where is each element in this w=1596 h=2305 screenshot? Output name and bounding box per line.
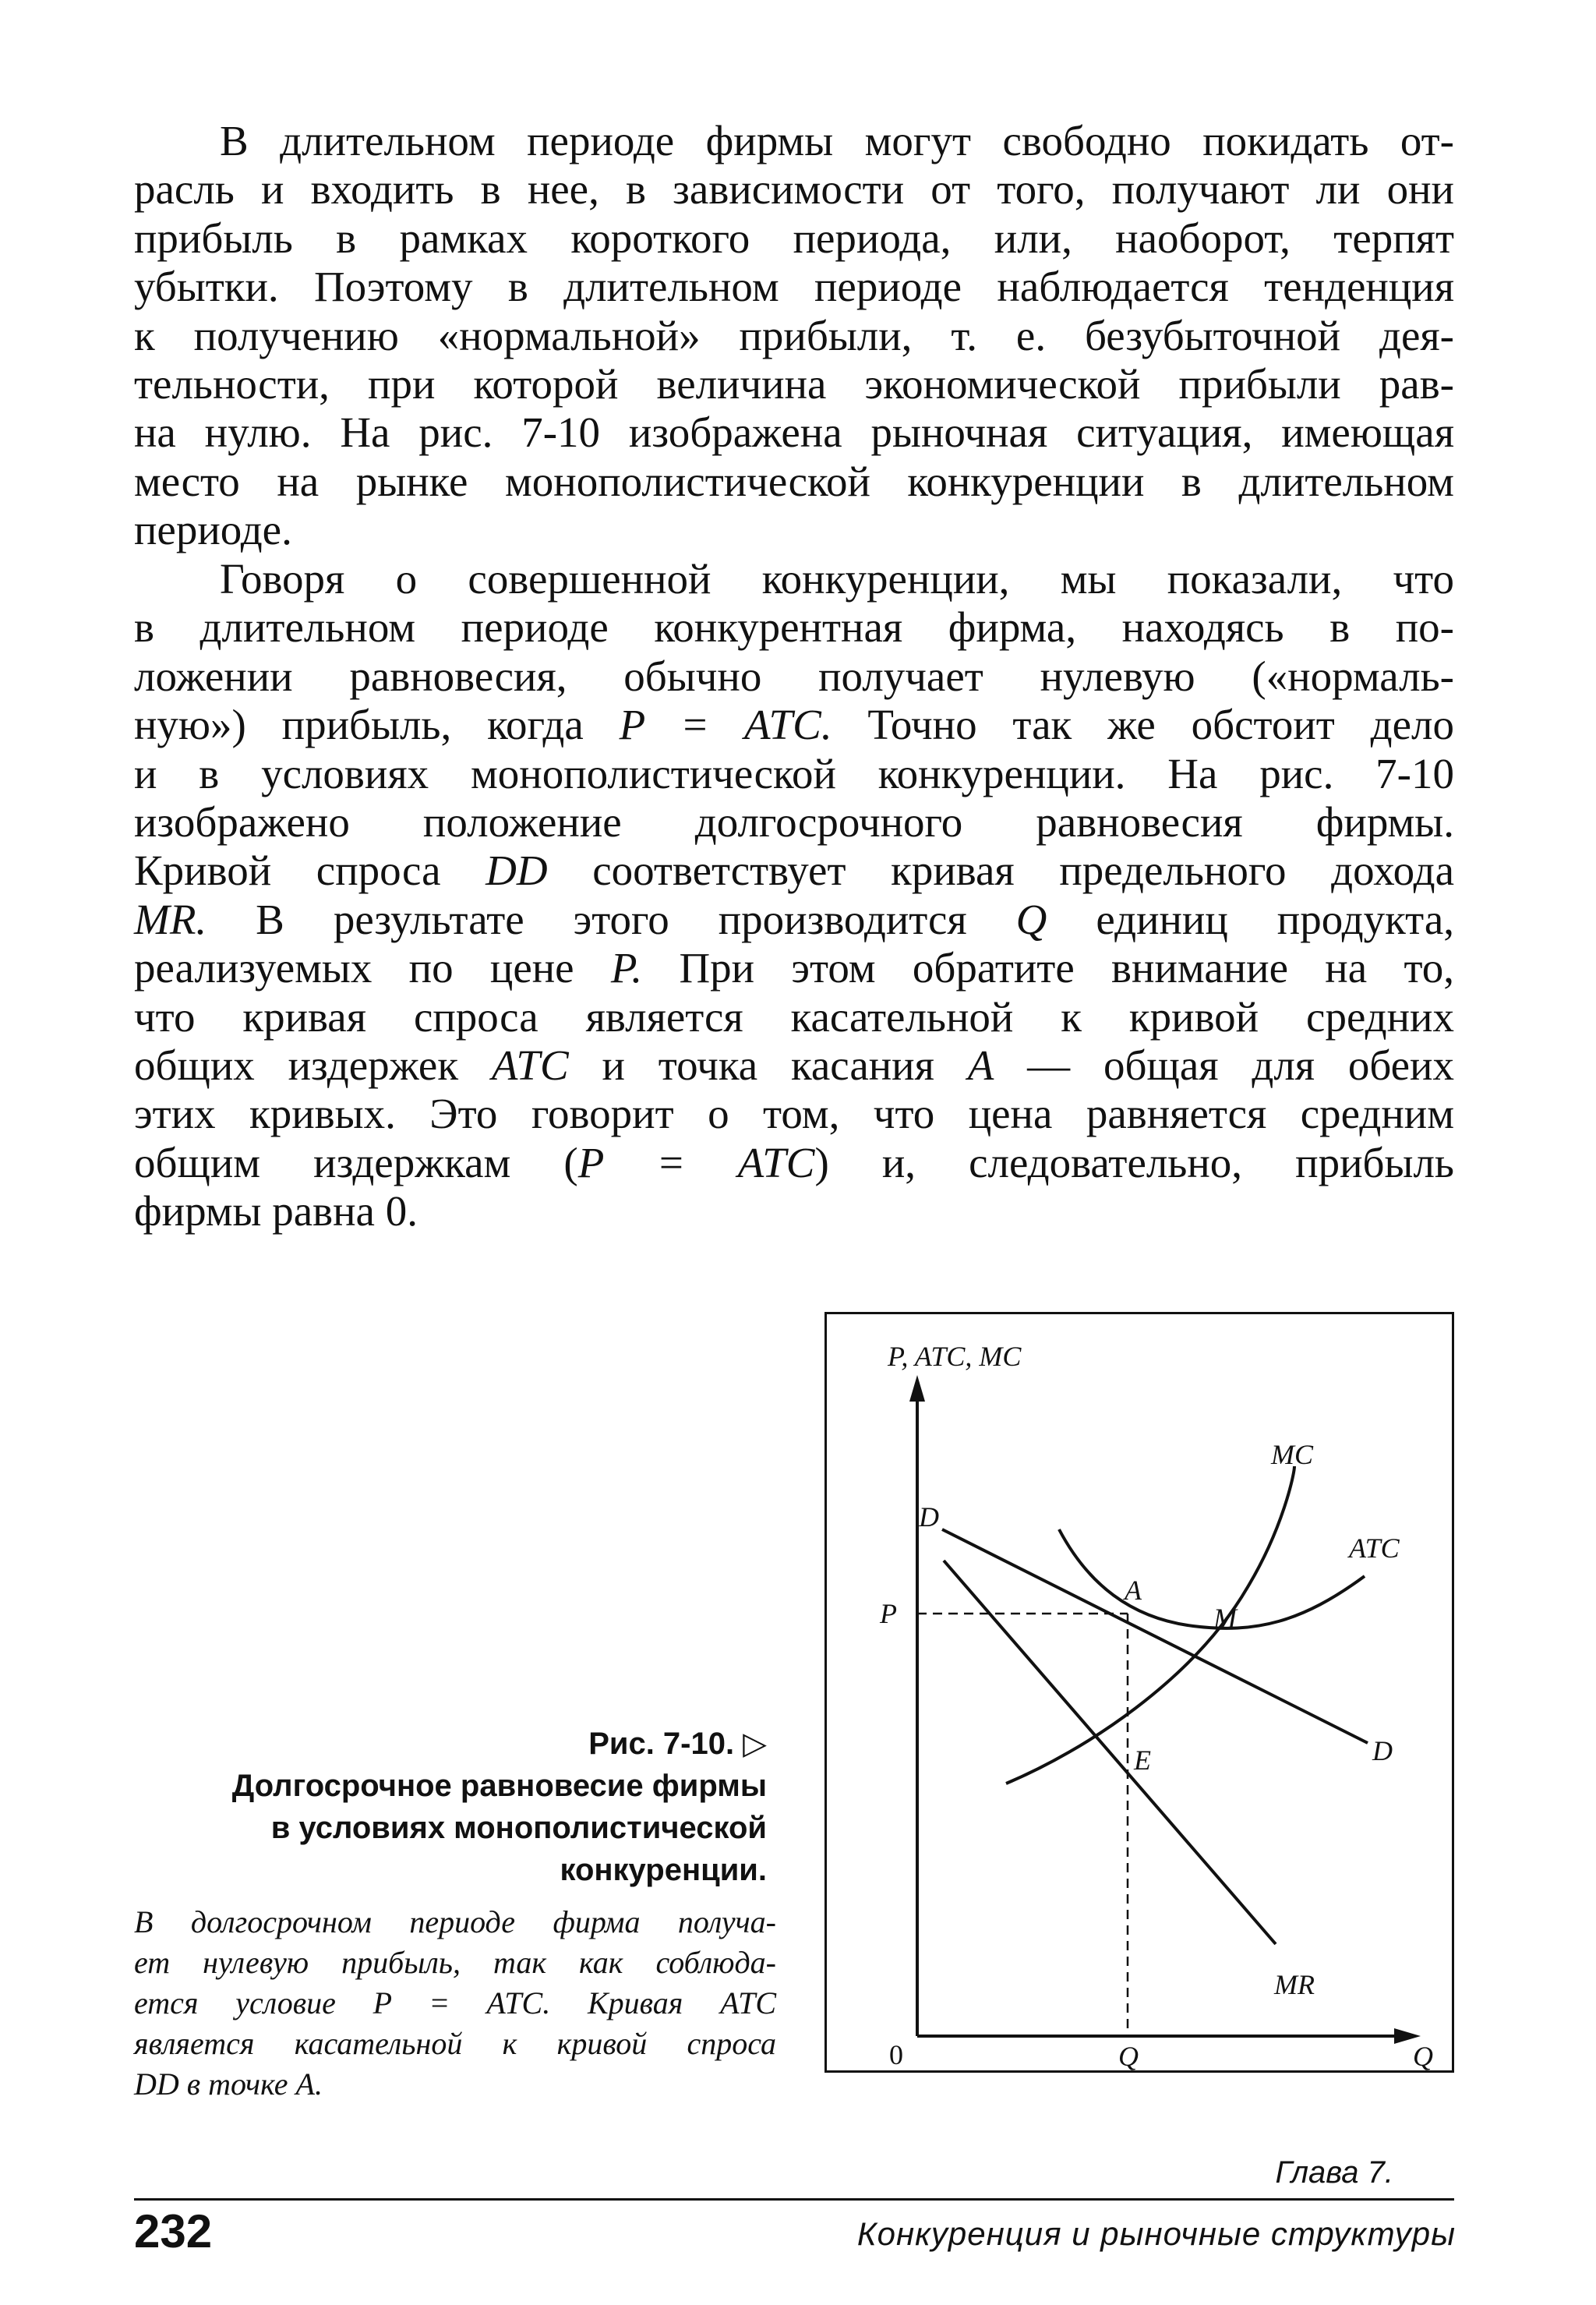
text-line: в длительном периоде конкурентная фирма, находясь в по- <box>134 603 1454 652</box>
text-line: что кривая спроса является касательной к кривой средних <box>134 992 1454 1041</box>
formula: P = ATC <box>577 1138 815 1186</box>
text-run: единиц продукта, <box>1047 895 1454 943</box>
symbol: DD <box>486 847 548 895</box>
text-line <box>134 944 1454 992</box>
body-paragraph-2 <box>134 555 1454 1236</box>
atc-label: ATC <box>1349 1533 1400 1564</box>
text-line: расль и входить в нее, в зависимости от того, получают ли они <box>134 165 1454 214</box>
price-level-label: P <box>880 1598 897 1629</box>
text-line <box>134 1139 1454 1187</box>
figure-frame <box>824 1312 1454 2073</box>
text-line: В длительном периоде фирмы могут свободно покидать от- <box>220 117 1454 164</box>
caption-line: в условиях монополистической <box>270 1811 767 1845</box>
text-line: периоде. <box>134 506 292 554</box>
origin-label: 0 <box>889 2039 903 2070</box>
text-line: место на рынке монополистической конкуренции в длительном <box>134 457 1454 505</box>
caption-desc-line: ется условие P = ATC. Кривая ATC <box>134 1985 776 2020</box>
caption-desc-line: является касательной к кривой спроса <box>134 2026 776 2061</box>
text-line <box>134 701 1454 749</box>
equilibrium-diagram <box>827 1314 1457 2075</box>
y-axis-arrow <box>909 1375 925 1402</box>
caption-line: Долгосрочное равновесие фирмы <box>231 1769 767 1803</box>
text-run: и точка касания <box>568 1041 968 1090</box>
triangle-pointer-icon: ▷ <box>743 1727 767 1761</box>
caption-desc-line: В долгосрочном периоде фирма получа- <box>134 1904 776 1939</box>
text-run: ную») прибыль, когда <box>134 701 620 749</box>
text-line <box>134 847 1454 895</box>
point-m-label: M <box>1213 1603 1237 1634</box>
x-axis-label: Q <box>1413 2041 1433 2072</box>
figure-caption-title <box>134 1723 767 1891</box>
symbol: MR. <box>134 895 207 943</box>
running-head: Конкуренция и рыночные структуры <box>856 2215 1456 2252</box>
text-line: тельности, при которой величина экономической прибыли рав- <box>134 360 1454 408</box>
symbol: A <box>967 1041 994 1090</box>
demand-label-right: D <box>1372 1735 1393 1766</box>
symbol: P. <box>610 944 643 992</box>
text-run: ) и, следовательно, прибыль <box>814 1138 1454 1186</box>
text-run: общим издержкам ( <box>134 1138 578 1186</box>
symbol: ATC <box>491 1041 569 1090</box>
text-line: Говоря о совершенной конкуренции, мы показали, что <box>220 555 1454 603</box>
quantity-level-label: Q <box>1118 2041 1139 2072</box>
text-line: этих кривых. Это говорит о том, что цена равняется средним <box>134 1090 1454 1138</box>
text-line <box>134 1041 1454 1090</box>
text-run: — общая для обеих <box>994 1041 1454 1090</box>
text-line: изображено положение долгосрочного равновесия фирмы. <box>134 798 1454 847</box>
text-run: Точно так же обстоит дело <box>832 701 1454 749</box>
text-run: общих издержек <box>134 1041 492 1090</box>
mc-label: MC <box>1271 1439 1313 1470</box>
page-number: 232 <box>134 2205 213 2257</box>
text-line: ложении равновесия, обычно получает нулевую («нормаль- <box>134 652 1454 700</box>
caption-desc-line: DD в точке A. <box>134 2066 323 2102</box>
text-line: убытки. Поэтому в длительном периоде наблюдается тенденция <box>134 263 1454 311</box>
text-line: и в условиях монополистической конкуренции. На рис. 7-10 <box>134 749 1454 797</box>
text-line: фирмы равна 0. <box>134 1187 418 1236</box>
figure-caption-description <box>134 1902 776 2105</box>
formula: P = ATC. <box>619 701 832 749</box>
caption-desc-line: ет нулевую прибыль, так как соблюда- <box>134 1945 776 1980</box>
y-axis-label: P, ATC, MC <box>888 1341 1022 1372</box>
footer-divider <box>134 2198 1454 2201</box>
text-run: В результате этого производится <box>207 895 1016 943</box>
caption-line: конкуренции. <box>560 1853 767 1887</box>
caption-line: Рис. 7-10. ▷ <box>588 1727 767 1761</box>
text-run: Кривой спроса <box>134 847 486 895</box>
text-line: на нулю. На рис. 7-10 изображена рыночная ситуация, имеющая <box>134 408 1454 457</box>
mr-label: MR <box>1274 1969 1315 2000</box>
chapter-label: Глава 7. <box>1275 2155 1393 2190</box>
text-run: При этом обратите внимание на то, <box>642 944 1455 992</box>
symbol: Q <box>1015 895 1047 943</box>
text-line: к получению «нормальной» прибыли, т. е. безубыточной дея- <box>134 311 1454 359</box>
demand-curve <box>942 1529 1368 1743</box>
text-run: соответствует кривая предельного дохода <box>547 847 1454 895</box>
point-e-label: E <box>1134 1745 1151 1776</box>
point-a-label: A <box>1125 1575 1142 1606</box>
text-line: прибыль в рамках короткого периода, или, наоборот, терпят <box>134 214 1454 262</box>
mc-curve <box>1006 1466 1294 1784</box>
text-run: реализуемых по цене <box>134 944 611 992</box>
body-paragraph-1 <box>134 117 1454 555</box>
text-line <box>134 896 1454 944</box>
demand-label-left: D <box>919 1501 939 1533</box>
